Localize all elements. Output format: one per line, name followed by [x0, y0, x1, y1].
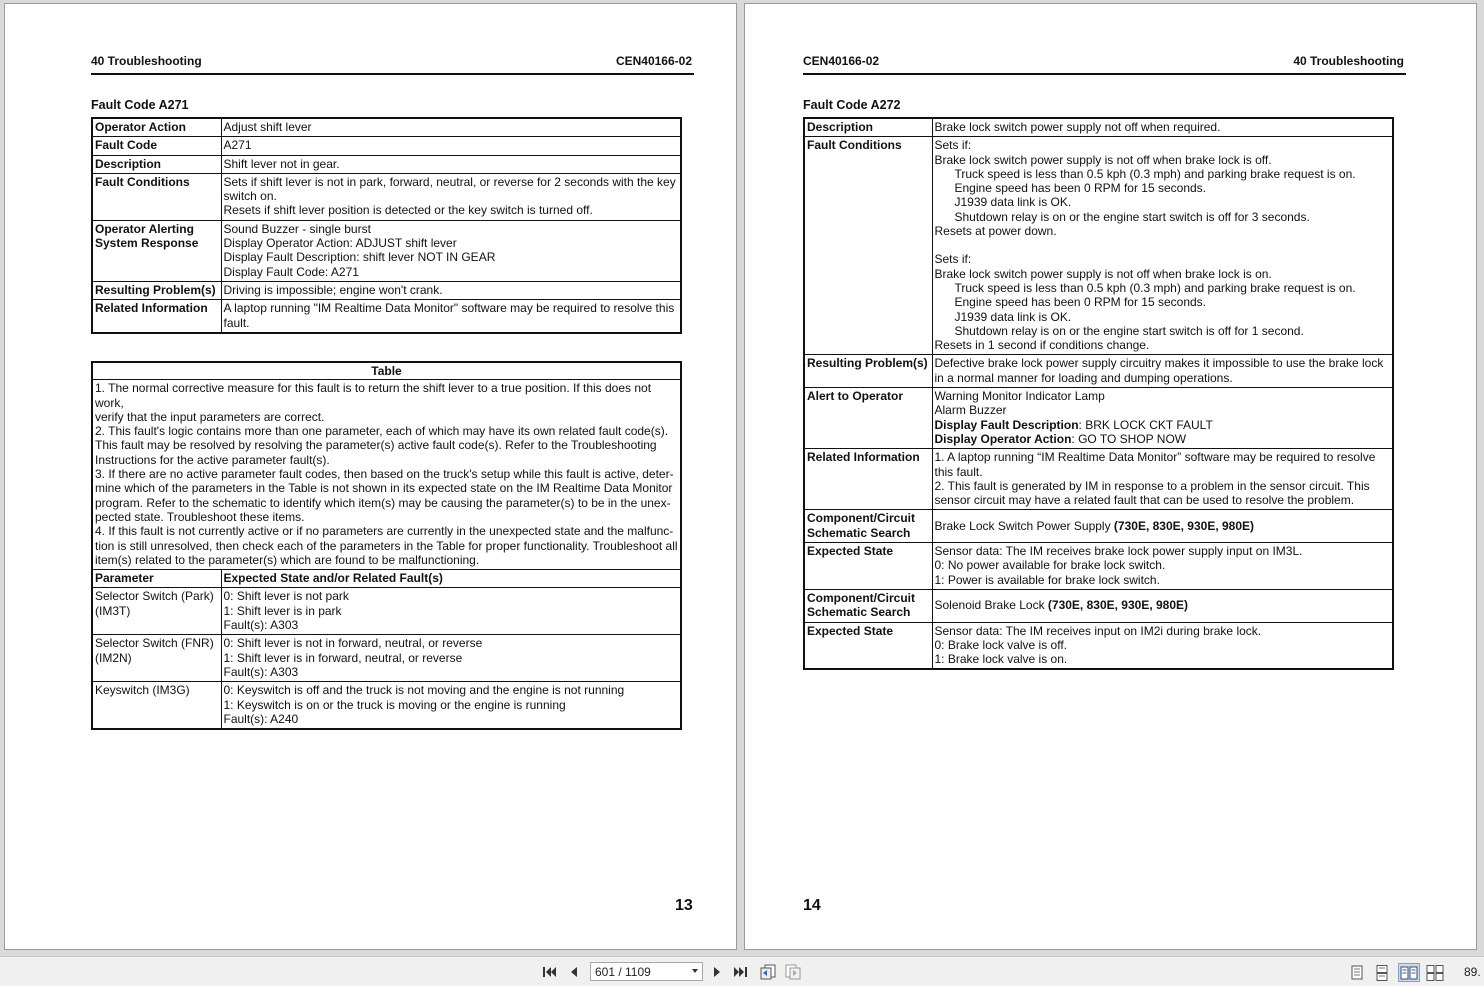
- text-line: Shutdown relay is on or the engine start switch is off for 1 second.: [954, 323, 1304, 338]
- text-line: Engine speed has been 0 RPM for 15 seconds.: [954, 181, 1206, 196]
- text-line: J1939 data link is OK.: [954, 195, 1072, 210]
- single-page-view-icon[interactable]: [1346, 963, 1368, 982]
- row-label: Resulting Problem(s): [804, 355, 932, 388]
- text: Brake Lock Switch Power Supply: [934, 518, 1114, 533]
- row-value: Adjust shift lever: [221, 118, 681, 137]
- text-line: Engine speed has been 0 RPM for 15 seconds.: [954, 295, 1206, 310]
- param-cell: [92, 588, 221, 635]
- param-cell: [92, 635, 221, 682]
- label-line: Component/Circuit: [807, 590, 915, 605]
- row-label: Resulting Problem(s): [92, 281, 221, 299]
- label-line: Schematic Search: [807, 605, 911, 620]
- table-row: [92, 635, 681, 682]
- value: : GO TO SHOP NOW: [1071, 431, 1187, 446]
- fault-info-table: [803, 117, 1394, 670]
- note-line: pected state. Troubleshoot these items.: [95, 509, 305, 524]
- text-line: 0: No power available for brake lock switch.: [934, 558, 1166, 573]
- text-line: fault.: [223, 315, 250, 330]
- table-row: [804, 388, 1393, 449]
- row-label: Related Information: [92, 300, 221, 333]
- text-line: Alarm Buzzer: [934, 403, 1007, 418]
- next-page-icon[interactable]: [707, 962, 727, 982]
- table-row: [804, 510, 1393, 543]
- row-value: [932, 449, 1393, 510]
- header-doc-code: CEN40166-02: [803, 54, 880, 68]
- note-line: item(s) related to the parameter(s) which are found to be malfunctioning.: [95, 552, 480, 567]
- table-row: [804, 355, 1393, 388]
- row-value: [221, 300, 681, 333]
- note-line: program. Refer to the schematic to identify which item(s) may be causing the parameter(s) to be in the unex-: [95, 495, 671, 510]
- row-label: Alert to Operator: [804, 388, 932, 449]
- column-header-row: [92, 570, 681, 588]
- row-label: Description: [92, 155, 221, 173]
- text-line: J1939 data link is OK.: [954, 309, 1072, 324]
- text-line: 1: Brake lock valve is on.: [934, 652, 1068, 667]
- next-view-icon[interactable]: [783, 962, 803, 982]
- table-row: [92, 300, 681, 333]
- text-line: Resets at power down.: [934, 224, 1057, 239]
- table-title: Table: [92, 362, 681, 380]
- row-value: [932, 589, 1393, 622]
- text-line: Warning Monitor Indicator Lamp: [934, 389, 1105, 404]
- table-row: [92, 118, 681, 137]
- row-value: A271: [221, 137, 681, 155]
- text-line: Fault(s): A303: [223, 618, 299, 633]
- row-value: [932, 388, 1393, 449]
- label-line: Component/Circuit: [807, 511, 915, 526]
- prev-page-icon[interactable]: [564, 962, 584, 982]
- text-line: 1: Keyswitch is on or the truck is moving or the engine is running: [223, 697, 566, 712]
- text-line: (IM2N): [95, 650, 132, 665]
- text-line: [935, 432, 1391, 446]
- table-row: [92, 281, 681, 299]
- text-line: sensor circuit may have a related fault that can be used to resolve the problem.: [934, 493, 1355, 508]
- text-line: 0: Brake lock valve is off.: [934, 637, 1068, 652]
- row-label: [804, 589, 932, 622]
- header-section-title: 40 Troubleshooting: [91, 54, 202, 68]
- table-row: [804, 589, 1393, 622]
- text-line: Sets if:: [934, 252, 972, 267]
- text-line: Selector Switch (FNR): [95, 636, 214, 651]
- bold-label: Display Fault Description: [934, 417, 1079, 432]
- first-page-icon[interactable]: [539, 962, 559, 982]
- row-label: [92, 220, 221, 281]
- row-value: [932, 137, 1393, 355]
- models: (730E, 830E, 930E, 980E): [1047, 598, 1189, 613]
- fault-title-a271: Fault Code A271: [91, 98, 189, 112]
- text-line: Display Fault Description: shift lever NOT IN GEAR: [223, 250, 496, 265]
- text-line: 0: Shift lever is not in forward, neutral, or reverse: [223, 636, 483, 651]
- text-line: Selector Switch (Park): [95, 589, 214, 604]
- expected-cell: [221, 635, 681, 682]
- zoom-level[interactable]: 89.: [1464, 965, 1481, 979]
- table-row: [804, 137, 1393, 355]
- text-line: Fault(s): A303: [223, 664, 299, 679]
- text-line: Brake lock switch power supply is not off when brake lock is on.: [934, 266, 1272, 281]
- table-row: [804, 118, 1393, 137]
- table-row: [92, 588, 681, 635]
- row-value: [221, 173, 681, 220]
- notes-cell: [92, 380, 681, 570]
- row-value: [932, 510, 1393, 543]
- facing-view-icon[interactable]: [1398, 963, 1420, 982]
- text-line: 0: Shift lever is not park: [223, 589, 349, 604]
- fault-info-table: [91, 117, 682, 334]
- row-label: Fault Code: [92, 137, 221, 155]
- parameter-table: [91, 361, 682, 730]
- fault-title-a272: Fault Code A272: [803, 98, 901, 112]
- row-label: Expected State: [804, 622, 932, 669]
- header-rule: [803, 73, 1406, 75]
- note-line: mine which of the parameters in the Table is not shown in its expected state on the IM Realtime Data Monitor: [95, 481, 673, 496]
- text-line: switch on.: [223, 189, 277, 204]
- text-line: in a normal manner for loading and dumping operations.: [934, 370, 1233, 385]
- expected-cell: [221, 588, 681, 635]
- table-title-row: [92, 362, 681, 380]
- page-number-input[interactable]: [590, 962, 703, 981]
- note-line: 4. If this fault is not currently active or if no parameters are currently in the unexpected state and the malfunc-: [95, 524, 674, 539]
- text-line: Defective brake lock power supply circuitry makes it impossible to use the brake lock: [934, 356, 1384, 371]
- table-row: [804, 449, 1393, 510]
- row-label: Fault Conditions: [92, 173, 221, 220]
- row-label: Related Information: [804, 449, 932, 510]
- text-line: Truck speed is less than 0.5 kph (0.3 mph) and parking brake request is on.: [954, 280, 1356, 295]
- text-line: Display Fault Code: A271: [223, 264, 359, 279]
- table-row: [92, 173, 681, 220]
- note-line: 1. The normal corrective measure for this fault is to return the shift lever to a true position. If this does not work,: [95, 381, 652, 410]
- row-label: Expected State: [804, 543, 932, 590]
- text-line: (IM3T): [95, 603, 131, 618]
- continuous-facing-view-icon[interactable]: [1424, 963, 1446, 982]
- header-doc-code: CEN40166-02: [615, 54, 692, 68]
- models: (730E, 830E, 930E, 980E): [1113, 518, 1255, 533]
- page-13: [4, 3, 737, 950]
- row-label: Fault Conditions: [804, 137, 932, 355]
- continuous-view-icon[interactable]: [1371, 963, 1393, 982]
- text-line: 1: Shift lever is in forward, neutral, or reverse: [223, 650, 463, 665]
- text-line: A laptop running "IM Realtime Data Monitor" software may be required to resolve this: [223, 301, 675, 316]
- text-line: 1. A laptop running “IM Realtime Data Monitor” software may be required to resolve: [934, 450, 1376, 465]
- text-line: 1: Power is available for brake lock switch.: [934, 572, 1160, 587]
- text-line: Sets if shift lever is not in park, forward, neutral, or reverse for 2 seconds with the key: [223, 174, 676, 189]
- row-label: Operator Action: [92, 118, 221, 137]
- row-label: [804, 510, 932, 543]
- chevron-down-icon[interactable]: [692, 969, 698, 973]
- text-line: Truck speed is less than 0.5 kph (0.3 mph) and parking brake request is on.: [954, 166, 1356, 181]
- spacer: [935, 238, 1391, 252]
- row-value: [221, 220, 681, 281]
- text-line: Sets if:: [934, 138, 972, 153]
- col-header-expected: Expected State and/or Related Fault(s): [221, 570, 681, 588]
- text-line: Brake lock switch power supply is not off when brake lock is off.: [934, 152, 1272, 167]
- text-line: Keyswitch (IM3G): [95, 683, 190, 698]
- text-line: Display Operator Action: ADJUST shift lever: [223, 236, 457, 251]
- value: : BRK LOCK CKT FAULT: [1078, 417, 1213, 432]
- prev-view-icon[interactable]: [758, 962, 778, 982]
- text-line: Resets if shift lever position is detected or the key switch is turned off.: [223, 203, 593, 218]
- text-line: 2. This fault is generated by IM in response to a problem in the sensor circuit. This: [934, 478, 1370, 493]
- table-row: [92, 220, 681, 281]
- label-line: Operator Alerting: [95, 221, 194, 236]
- viewer-toolbar: [0, 956, 1484, 986]
- last-page-icon[interactable]: [731, 962, 751, 982]
- note-line: 2. This fault's logic contains more than one parameter, each of which may have its own related fault code(s).: [95, 424, 669, 439]
- page-number: 13: [675, 897, 693, 914]
- expected-cell: [221, 682, 681, 729]
- bold-label: Display Operator Action: [934, 431, 1072, 446]
- label-line: Schematic Search: [807, 525, 911, 540]
- row-value: [932, 622, 1393, 669]
- row-value: [932, 355, 1393, 388]
- table-row: [92, 682, 681, 729]
- header-section-title: 40 Troubleshooting: [1293, 54, 1404, 68]
- text-line: [935, 418, 1391, 432]
- page-14: [744, 3, 1477, 950]
- text-line: this fault.: [934, 464, 983, 479]
- text-line: Resets in 1 second if conditions change.: [934, 338, 1150, 353]
- header-rule: [91, 73, 694, 75]
- row-value: Brake lock switch power supply not off when required.: [932, 118, 1393, 137]
- text-line: Sensor data: The IM receives brake lock power supply input on IM3L.: [934, 544, 1303, 559]
- note-line: 3. If there are no active parameter fault codes, then based on the truck's setup while this fault is active, deter-: [95, 467, 674, 482]
- row-value: Shift lever not in gear.: [221, 155, 681, 173]
- row-value: [932, 543, 1393, 590]
- table-row: [804, 543, 1393, 590]
- label-line: System Response: [95, 236, 199, 251]
- col-header-parameter: Parameter: [92, 570, 221, 588]
- text-line: Fault(s): A240: [223, 711, 299, 726]
- table-row: [92, 137, 681, 155]
- table-row: [804, 622, 1393, 669]
- note-line: This fault may be resolved by resolving the parameter(s) active fault code(s). Refer to the Troubleshooting: [95, 438, 657, 453]
- text-line: 1: Shift lever is in park: [223, 603, 342, 618]
- note-line: tion is still unresolved, then check each of the parameters in the Table for proper functionality. Troubleshoot all: [95, 538, 678, 553]
- text-line: Shutdown relay is on or the engine start switch is off for 3 seconds.: [954, 209, 1310, 224]
- page-number-value: 601 / 1109: [595, 965, 651, 979]
- table-row: [92, 155, 681, 173]
- page-number: 14: [803, 897, 821, 914]
- notes-row: [92, 380, 681, 570]
- row-value: Driving is impossible; engine won't crank.: [221, 281, 681, 299]
- text-line: Sensor data: The IM receives input on IM2i during brake lock.: [934, 623, 1262, 638]
- param-cell: [92, 682, 221, 729]
- note-line: verify that the input parameters are correct.: [95, 409, 325, 424]
- text-line: Sound Buzzer - single burst: [223, 221, 371, 236]
- row-label: Description: [804, 118, 932, 137]
- note-line: Instructions for the active parameter fault(s).: [95, 452, 330, 467]
- text: Solenoid Brake Lock: [934, 598, 1048, 613]
- text-line: 0: Keyswitch is off and the truck is not moving and the engine is not running: [223, 683, 625, 698]
